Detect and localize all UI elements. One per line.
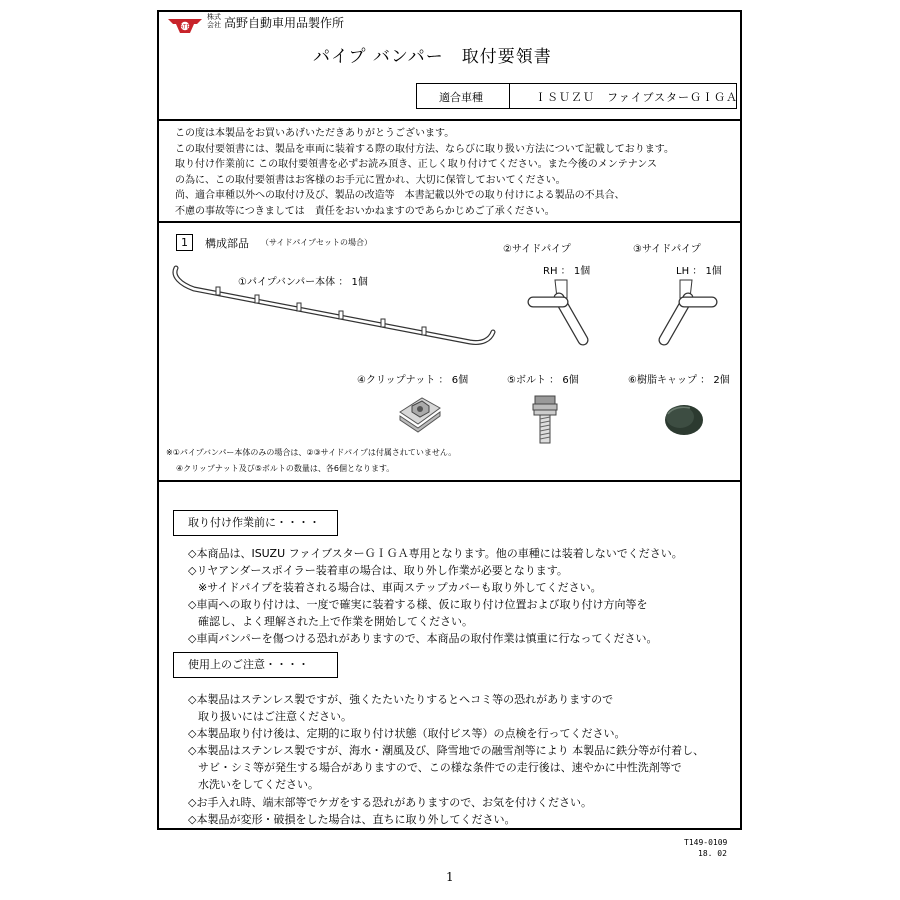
intro-line: この取付要領書には、製品を車両に装着する際の取付方法、ならびに取り扱い方法について記載しております。	[175, 144, 674, 155]
clip-nut-illustration	[396, 390, 444, 435]
doc-date: 18. 02	[698, 849, 727, 858]
before-install-line: ◇車両への取り付けは、一度で確実に装着する様、仮に取り付け位置および取り付け方向等を	[188, 598, 648, 611]
section-title: 構成部品	[205, 237, 249, 250]
before-install-line: ◇車両バンパーを傷つける恐れがありますので、本商品の取付作業は慎重に行なってください。	[188, 632, 658, 645]
part-label-side-pipe-rh: ②サイドパイプ	[503, 244, 571, 255]
part-qty-side-pipe-rh: RH ： 1個	[543, 266, 591, 277]
before-install-line: ◇本商品は、ISUZU ファイブスターＧＩＧＡ専用となります。他の車種には装着しないでください。	[188, 547, 683, 560]
company-name: 高野自動車用品製作所	[224, 16, 345, 30]
part-label-bolt: ⑤ボルト ： 6個	[507, 375, 579, 386]
company-small-1: 株式	[207, 13, 221, 21]
part-label-resin-cap: ⑥樹脂キャップ ： 2個	[628, 375, 730, 386]
model-box	[416, 83, 737, 109]
logo-text: ATE	[179, 24, 191, 31]
caution-line: ◇本製品はステンレス製ですが、海水・潮風及び、降雪地での融雪剤等により 本製品に鉄分等が付着し、	[188, 744, 705, 757]
intro-line: の為に、この取付要領書はお客様のお手元に置かれ、大切に保管しておいてください。	[175, 175, 566, 186]
caution-line: サビ・シミ等が発生する場合がありますので、この様な条件での走行後は、速やかに中性洗剤等で	[198, 761, 682, 774]
part-label-clip-nut: ④クリップナット ： 6個	[357, 375, 469, 386]
intro-line: 尚、適合車種以外への取付け及び、製品の改造等 本書記載以外での取り付けによる製品の不具合、	[175, 190, 625, 201]
caution-line: 取り扱いにはご注意ください。	[198, 710, 352, 723]
intro-line: この度は本製品をお買いあげいただきありがとうございます。	[175, 128, 455, 139]
section-number-box	[176, 234, 193, 251]
caution-line: ◇本製品取り付け後は、定期的に取り付け状態（取付ビス等）の点検を行ってください。	[188, 727, 626, 740]
part-qty-side-pipe-lh: LH ： 1個	[676, 266, 722, 277]
parts-note: ※①パイプバンパー本体のみの場合は、②③サイドパイプは付属されていません。	[166, 448, 457, 457]
divider-parts	[157, 480, 742, 482]
part-label-side-pipe-lh: ③サイドパイプ	[633, 244, 701, 255]
caution-line: ◇本製品が変形・破損をした場合は、直ちに取り外してください。	[188, 813, 516, 826]
model-label: 適合車種	[439, 91, 483, 104]
section-subtitle: （サイドパイプセットの場合）	[261, 238, 372, 247]
page-number: 1	[446, 870, 454, 884]
before-install-heading: 取り付け作業前に・・・・	[173, 510, 338, 536]
model-value: ＩＳＵＺＵ ファイブスターＧＩＧＡ	[535, 91, 739, 104]
before-install-line: ◇リヤアンダースポイラー装着車の場合は、取り外し作業が必要となります。	[188, 564, 568, 577]
bumper-illustration	[170, 262, 500, 357]
intro-line: 不慮の事故等につきましては 責任をおいかねますのであらかじめご了承ください。	[175, 206, 555, 217]
divider-header	[157, 119, 742, 121]
company-small-2: 会社	[207, 21, 221, 29]
side-pipe-lh-illustration	[650, 276, 720, 346]
divider-intro	[157, 221, 742, 223]
bolt-illustration	[530, 392, 560, 447]
section-number: 1	[181, 236, 188, 249]
before-install-line: ※サイドパイプを装着される場合は、車両ステップカバーも取り外してください。	[198, 581, 602, 594]
doc-code: T149-0109	[684, 838, 728, 847]
intro-line: 取り付け作業前に この取付要領書を必ずお読み頂き、正しく取り付けてください。また今後のメンテナンス	[175, 159, 657, 170]
side-pipe-rh-illustration	[527, 276, 597, 346]
caution-line: ◇本製品はステンレス製ですが、強くたたいたりするとヘコミ等の恐れがありますので	[188, 693, 614, 706]
before-install-line: 確認し、よく理解された上で作業を開始してください。	[198, 615, 473, 628]
resin-cap-illustration	[662, 400, 706, 440]
part-label-bumper: ①パイプバンパー本体 ： 1個	[238, 277, 368, 288]
page-title: パイプ バンパー 取付要領書	[313, 47, 552, 67]
cautions-heading: 使用上のご注意・・・・	[173, 652, 338, 678]
caution-line: 水洗いをしてください。	[198, 778, 319, 791]
caution-line: ◇お手入れ時、端末部等でケガをする恐れがありますので、お気を付けください。	[188, 796, 593, 809]
parts-note: ④クリップナット及び⑤ボルトの数量は、各6個となります。	[176, 464, 395, 473]
